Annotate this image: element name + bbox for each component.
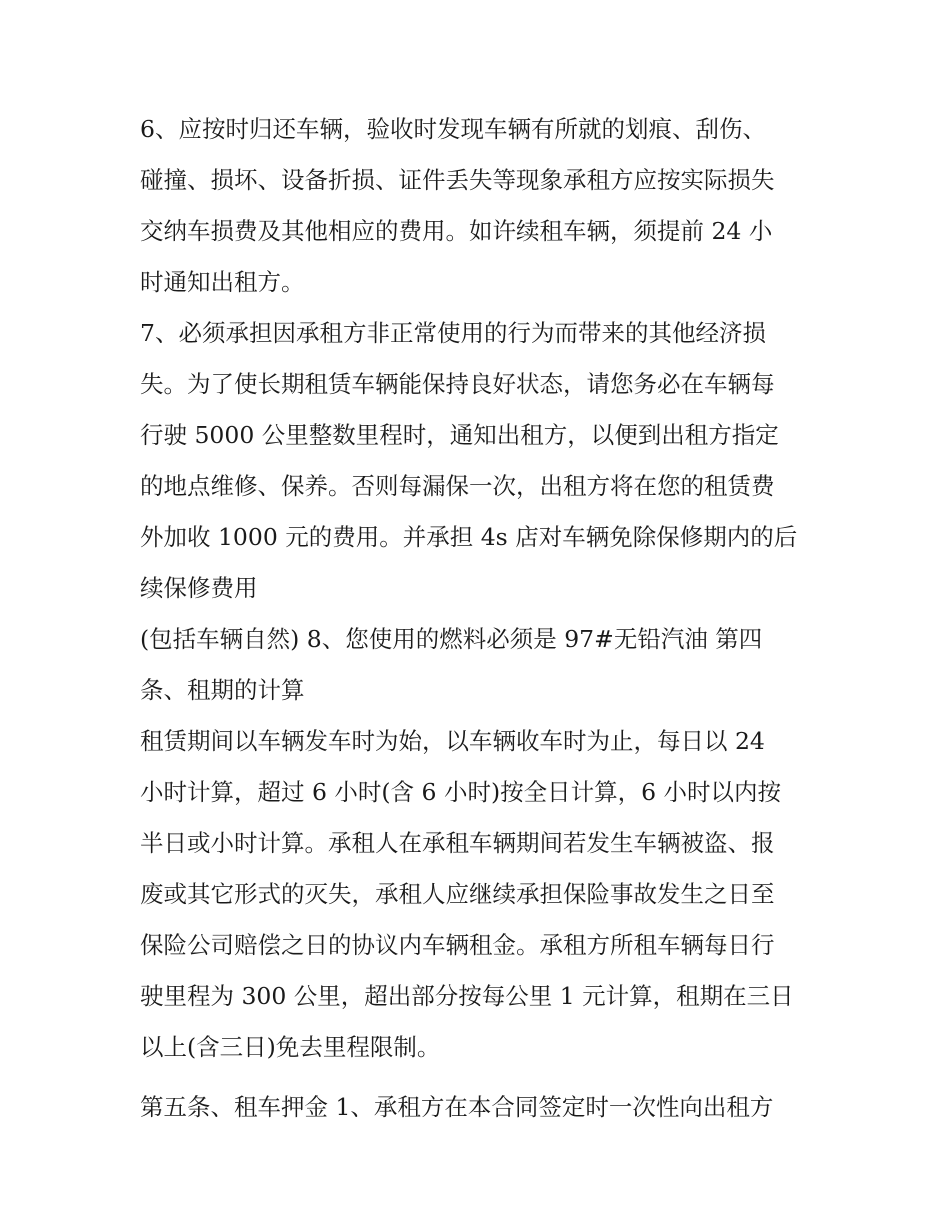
- lease-period-calculation: [140, 716, 820, 1073]
- text-line: 小时计算，超过 6 小时(含 6 小时)按全日计算，6 小时以内按: [140, 778, 782, 806]
- text-line: 条、租期的计算: [140, 676, 305, 704]
- clause-7: [140, 308, 820, 614]
- paragraph-gap: [140, 1073, 820, 1082]
- clause-8-article-4: [140, 614, 820, 716]
- text-line: 6、应按时归还车辆，验收时发现车辆有所就的划痕、刮伤、: [140, 115, 766, 143]
- text-line: (包括车辆自然) 8、您使用的燃料必须是 97#无铅汽油 第四: [140, 625, 763, 653]
- text-line: 碰撞、损坏、设备折损、证件丢失等现象承租方应按实际损失: [140, 166, 775, 194]
- text-line: 第五条、租车押金 1、承租方在本合同签定时一次性向出租方: [140, 1093, 774, 1121]
- text-line: 的地点维修、保养。否则每漏保一次，出租方将在您的租赁费: [140, 472, 775, 500]
- clause-6: [140, 104, 820, 308]
- text-line: 以上(含三日)免去里程限制。: [140, 1033, 441, 1061]
- text-line: 保险公司赔偿之日的协议内车辆租金。承租方所租车辆每日行: [140, 931, 775, 959]
- text-line: 续保修费用: [140, 574, 258, 602]
- text-line: 半日或小时计算。承租人在承租车辆期间若发生车辆被盗、报: [140, 829, 775, 857]
- text-line: 行驶 5000 公里整数里程时，通知出租方，以便到出租方指定: [140, 421, 779, 449]
- text-line: 失。为了使长期租赁车辆能保持良好状态，请您务必在车辆每: [140, 370, 775, 398]
- text-line: 时通知出租方。: [140, 268, 305, 296]
- article-5-deposit: [140, 1082, 820, 1133]
- text-line: 租赁期间以车辆发车时为始，以车辆收车时为止，每日以 24: [140, 727, 765, 755]
- text-line: 废或其它形式的灭失，承租人应继续承担保险事故发生之日至: [140, 880, 775, 908]
- text-line: 外加收 1000 元的费用。并承担 4s 店对车辆免除保修期内的后: [140, 523, 798, 551]
- text-line: 驶里程为 300 公里，超出部分按每公里 1 元计算，租期在三日: [140, 982, 794, 1010]
- document-body: [140, 104, 820, 1133]
- text-line: 交纳车损费及其他相应的费用。如许续租车辆，须提前 24 小: [140, 217, 773, 245]
- text-line: 7、必须承担因承租方非正常使用的行为而带来的其他经济损: [140, 319, 766, 347]
